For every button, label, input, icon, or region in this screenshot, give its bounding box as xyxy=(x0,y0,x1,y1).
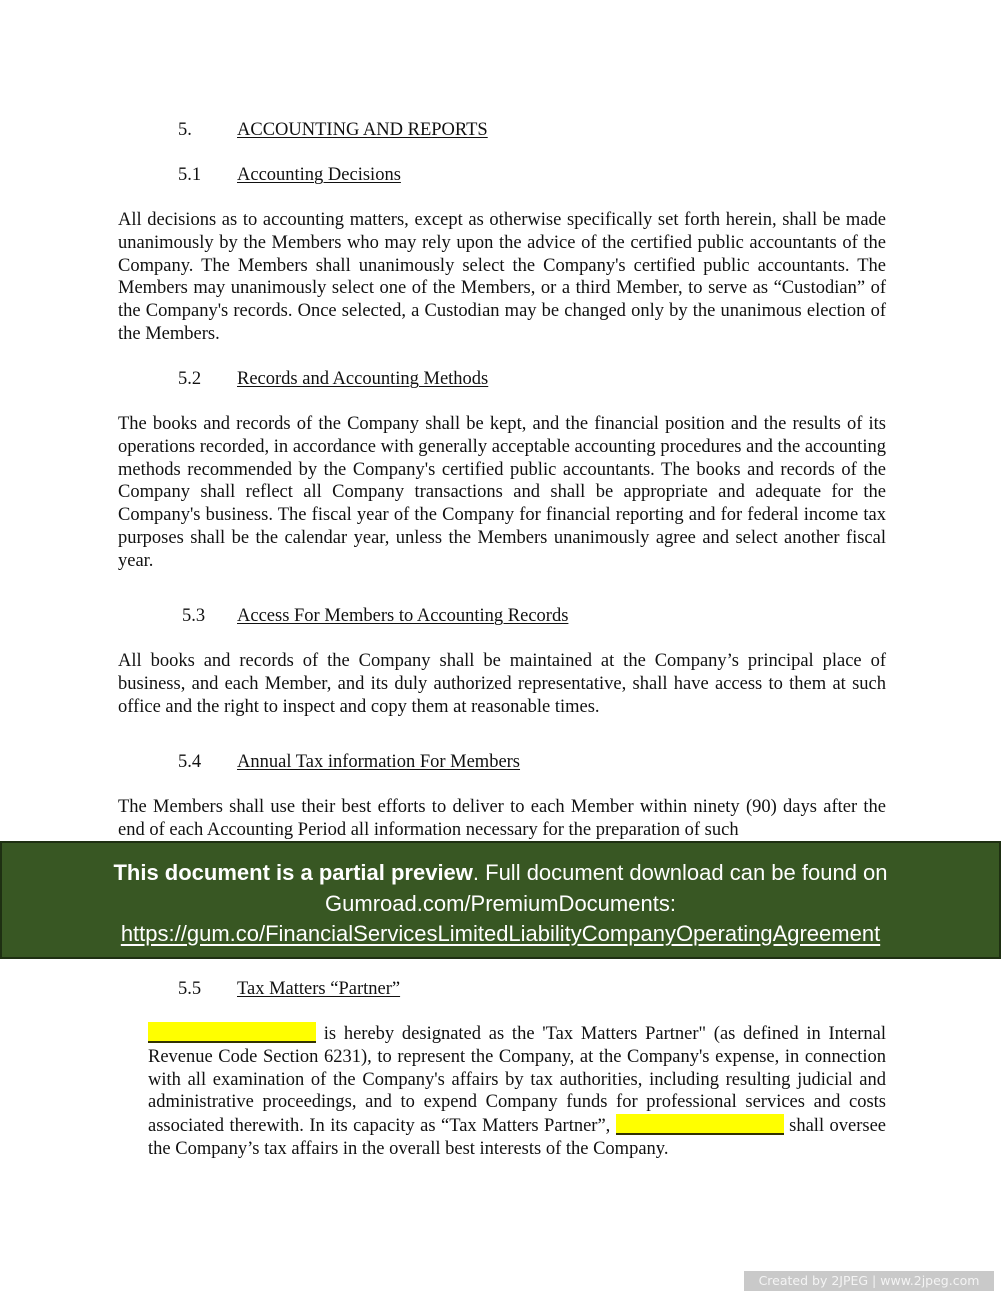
section-5-5-body xyxy=(148,1022,886,1161)
section-title: Records and Accounting Methods xyxy=(237,369,489,389)
section-5-2-body: The books and records of the Company shall be kept, and the financial position and the results of its operations recorded, in accordance with generally acceptable accounting procedures and the accounting methods recommended by the Company's certified public accountants. The books and records of the Company shall reflect all Company transactions and shall be appropriate and adequate for the Company's business. The fiscal year of the Company for financial reporting and for federal income tax purposes shall be the calendar year, unless the Members unanimously agree and select another fiscal year. xyxy=(118,414,886,571)
section-title: Access For Members to Accounting Records xyxy=(237,606,569,626)
section-title: Tax Matters “Partner” xyxy=(237,979,401,999)
section-number: 5.2 xyxy=(178,369,202,389)
banner-bold-text: This document is a partial preview xyxy=(113,860,473,885)
section-number: 5.4 xyxy=(178,752,202,772)
banner-text: . Full document download can be found on Gumroad.com/PremiumDocuments: xyxy=(325,860,888,916)
tax-matters-partner-blank-field-2[interactable] xyxy=(616,1114,784,1135)
section-5-1-body: All decisions as to accounting matters, except as otherwise specifically set forth herein, shall be made unanimously by the Members who may rely upon the advice of the certified public accountants of the Company. The Members shall unanimously select the Company's certified public accountants. The Members may unanimously select one of the Members, or a third Member, to serve as “Custodian” of the Company's records. Once selected, a Custodian may be changed only by the unanimous election of the Members. xyxy=(118,210,886,344)
section-number: 5.1 xyxy=(178,165,202,185)
gumroad-download-link[interactable]: https://gum.co/FinancialServicesLimitedLiabilityCompanyOperatingAgreement xyxy=(120,921,881,946)
section-number: 5.5 xyxy=(178,979,202,999)
tax-matters-partner-blank-field[interactable] xyxy=(148,1022,316,1043)
section-5-4-body: The Members shall use their best efforts to deliver to each Member within ninety (90) days after the end of each Accounting Period all information necessary for the preparation of such xyxy=(118,797,886,840)
partial-preview-banner xyxy=(0,841,1001,959)
2jpeg-watermark: Created by 2JPEG | www.2jpeg.com xyxy=(744,1271,994,1291)
section-5-5-text-part2: shall oversee the Company’s tax affairs in the overall best interests of the Company. xyxy=(148,1116,887,1159)
section-5-3-body: All books and records of the Company shall be maintained at the Company’s principal place of business, and each Member, and its duly authorized representative, shall have access to them at such office and the right to inspect and copy them at reasonable times. xyxy=(118,651,886,717)
section-title: ACCOUNTING AND REPORTS xyxy=(237,120,488,140)
section-number: 5. xyxy=(178,120,192,140)
section-title: Accounting Decisions xyxy=(237,165,401,185)
section-title: Annual Tax information For Members xyxy=(237,752,521,772)
section-5-5-text-part1: is hereby designated as the 'Tax Matters Partner" (as defined in Internal Revenue Code Section 6231), to represent the Company, at the Company's expense, in connection with all examination of the Company's affairs by tax authorities, including resulting judicial and administrative proceedings, and to expend Company funds for professional services and costs associated therewith. In its capacity as “Tax Matters Partner”, xyxy=(148,1024,886,1137)
section-number: 5.3 xyxy=(182,606,206,626)
